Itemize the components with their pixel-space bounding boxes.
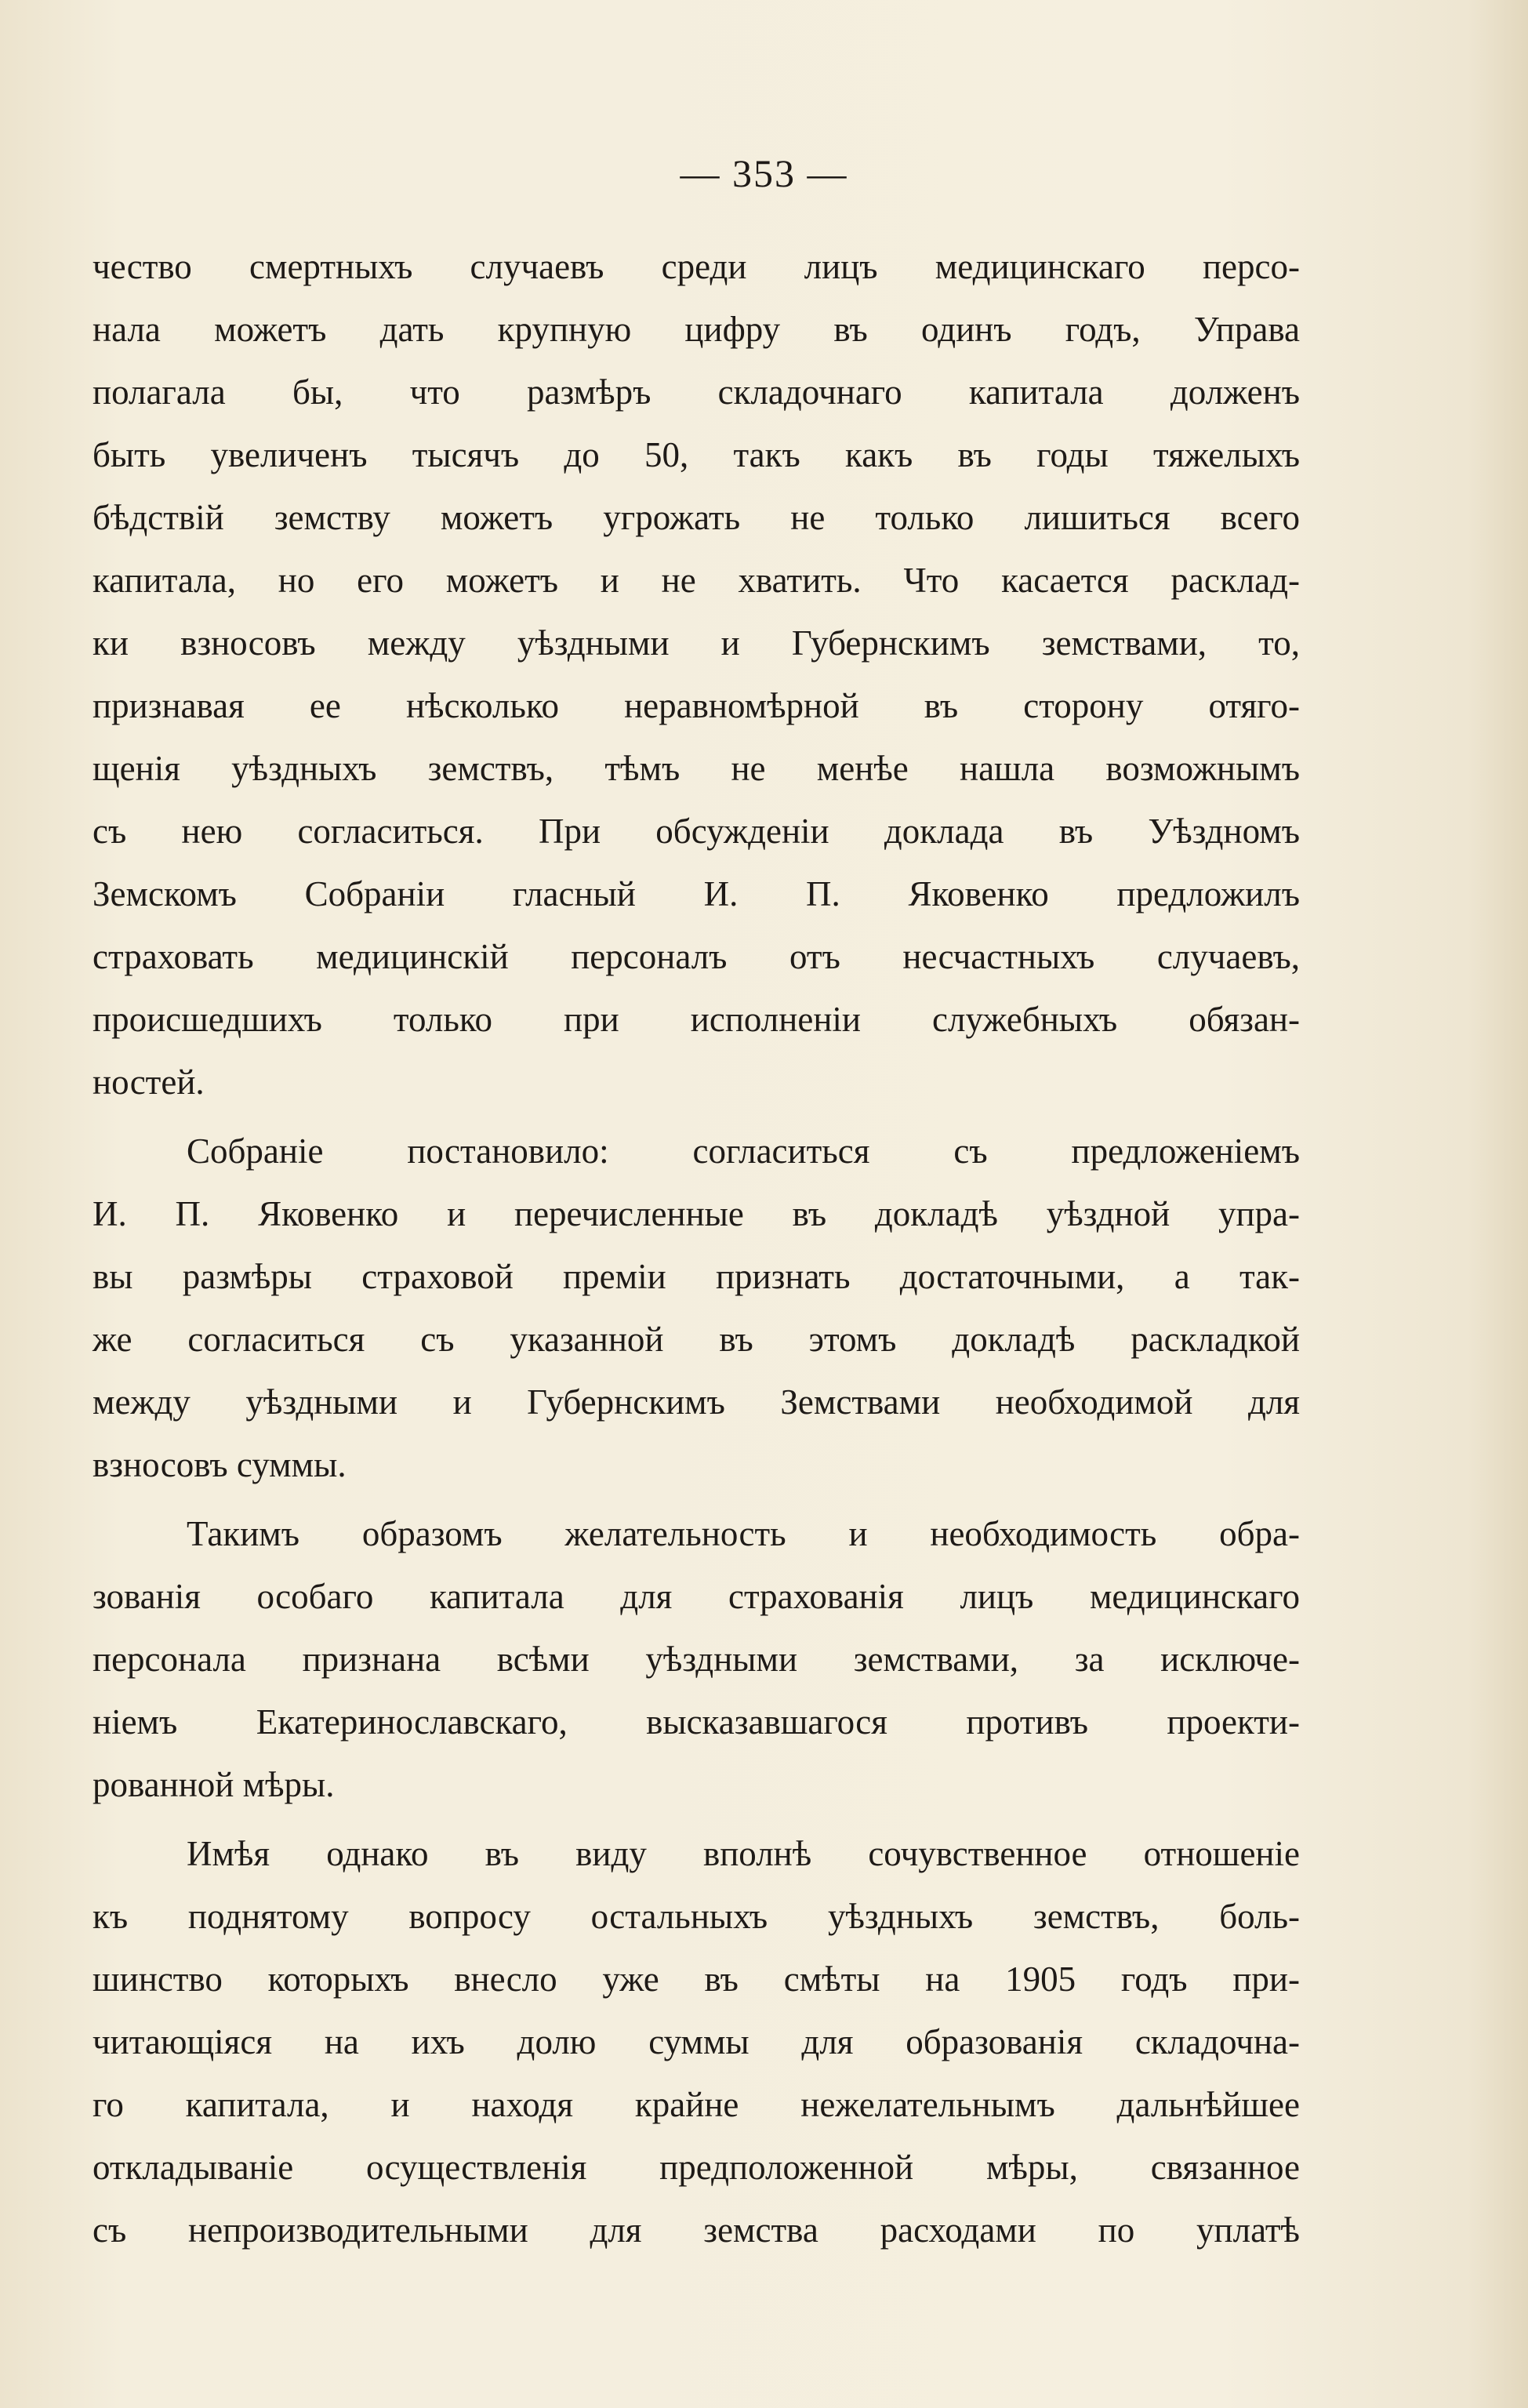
text-line: щенія уѣздныхъ земствъ, тѣмъ не менѣе нашла возможнымъ: [93, 749, 1300, 788]
text-line: шинство которыхъ внесло уже въ смѣты на 1905 годъ при-: [93, 1959, 1300, 1999]
paragraph: [93, 1502, 1300, 1816]
text-line: зованія особаго капитала для страхованія лицъ медицинскаго: [93, 1577, 1300, 1616]
text-line: съ непроизводительными для земства расходами по уплатѣ: [93, 2210, 1300, 2250]
text-line: съ нею согласиться. При обсужденіи доклада въ Уѣздномъ: [93, 812, 1300, 851]
text-line: персонала признана всѣми уѣздными земствами, за исключе-: [93, 1640, 1300, 1679]
text-line: страховать медицинскій персоналъ отъ несчастныхъ случаевъ,: [93, 937, 1300, 976]
text-line: Имѣя однако въ виду вполнѣ сочувственное отношеніе: [187, 1834, 1300, 1873]
text-line: полагала бы, что размѣръ складочнаго капитала долженъ: [93, 372, 1300, 412]
text-line: ки взносовъ между уѣздными и Губернскимъ земствами, то,: [93, 623, 1300, 663]
text-line: читающіяся на ихъ долю суммы для образованія складочна-: [93, 2022, 1300, 2061]
text-line: ностей.: [93, 1062, 205, 1102]
text-line: Собраніе постановило: согласиться съ предложеніемъ: [187, 1131, 1300, 1171]
text-line: ніемъ Екатеринославскаго, высказавшагося противъ проекти-: [93, 1702, 1300, 1742]
paragraph: [93, 1120, 1300, 1496]
text-line: между уѣздными и Губернскимъ Земствами необходимой для: [93, 1382, 1300, 1422]
text-line: откладываніе осуществленія предположенной мѣры, связанное: [93, 2148, 1300, 2187]
text-line: къ поднятому вопросу остальныхъ уѣздныхъ земствъ, боль-: [93, 1897, 1300, 1936]
text-line: нала можетъ дать крупную цифру въ одинъ годъ, Управа: [93, 310, 1300, 349]
page-number: — 353 —: [680, 151, 848, 195]
text-line: происшедшихъ только при исполненіи служебныхъ обязан-: [93, 1000, 1300, 1039]
text-line: признавая ее нѣсколько неравномѣрной въ сторону отяго-: [93, 686, 1300, 725]
text-line: взносовъ суммы.: [93, 1445, 347, 1484]
text-line: И. П. Яковенко и перечисленные въ докладѣ уѣздной упра-: [93, 1194, 1300, 1233]
paragraph: [93, 1822, 1300, 2261]
text-line: Земскомъ Собраніи гласный И. П. Яковенко предложилъ: [93, 874, 1300, 913]
text-line: Такимъ образомъ желательность и необходимость обра-: [187, 1514, 1300, 1553]
text-line: капитала, но его можетъ и не хватить. Что касается расклад-: [93, 561, 1300, 600]
paragraph: [93, 235, 1300, 1113]
text-line: рованной мѣры.: [93, 1765, 335, 1804]
text-line: чество смертныхъ случаевъ среди лицъ медицинскаго персо-: [93, 247, 1300, 286]
text-line: бѣдствій земству можетъ угрожать не только лишиться всего: [93, 498, 1300, 537]
text-line: вы размѣры страховой преміи признать достаточными, а так-: [93, 1257, 1300, 1296]
text-line: быть увеличенъ тысячъ до 50, такъ какъ въ годы тяжелыхъ: [93, 435, 1300, 474]
body-text: [93, 235, 1300, 2261]
text-line: же согласиться съ указанной въ этомъ докладѣ раскладкой: [93, 1320, 1300, 1359]
text-line: го капитала, и находя крайне нежелательнымъ дальнѣйшее: [93, 2085, 1300, 2124]
